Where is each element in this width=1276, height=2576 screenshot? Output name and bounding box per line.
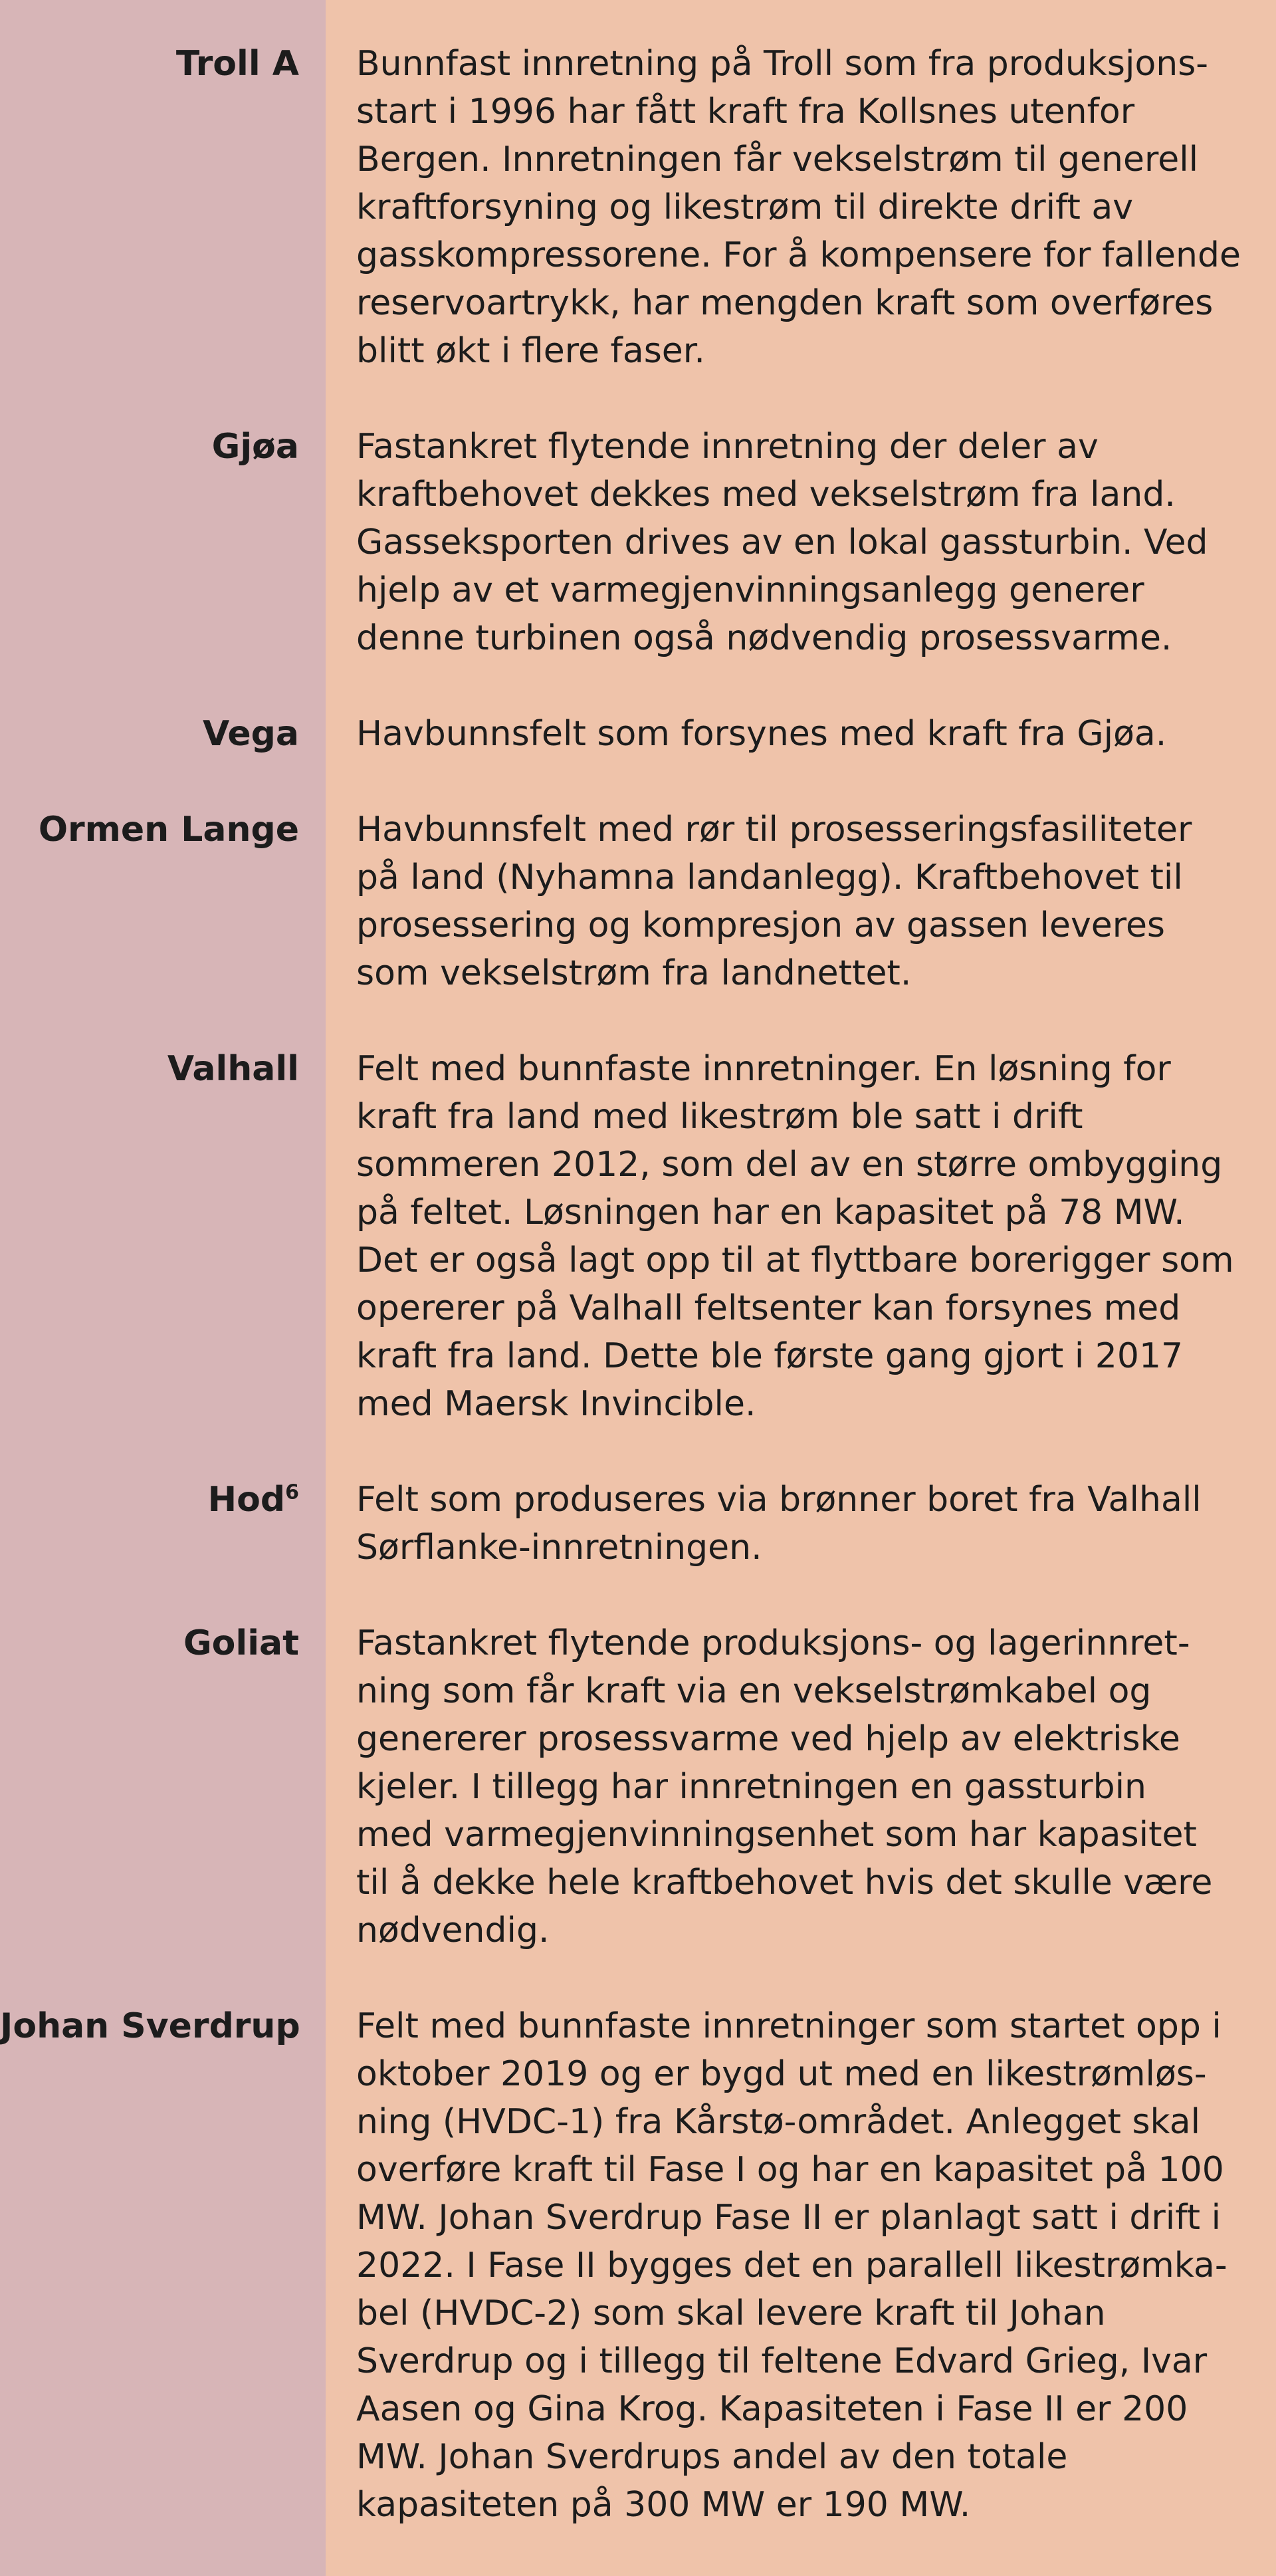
field-entry bbox=[0, 423, 1276, 662]
field-name-text: Valhall bbox=[167, 1049, 299, 1089]
description-line: kraftbehovet dekkes med vekselstrøm fra land. bbox=[356, 475, 1176, 515]
description-line: start i 1996 har fått kraft fra Kollsnes utenfor bbox=[356, 92, 1135, 132]
field-entry bbox=[0, 40, 1276, 375]
description-line: gasskompressorene. For å kompensere for fallende bbox=[356, 235, 1241, 275]
field-description bbox=[356, 710, 1247, 758]
description-line: genererer prosessvarme ved hjelp av elektriske bbox=[356, 1719, 1180, 1759]
description-line: sommeren 2012, som del av en større ombygging bbox=[356, 1145, 1223, 1185]
description-line: kjeler. I tillegg har innretningen en gassturbin bbox=[356, 1767, 1147, 1807]
description-line: hjelp av et varmegjenvinningsanlegg generer bbox=[356, 570, 1144, 610]
description-line: Det er også lagt opp til at flyttbare borerigger som bbox=[356, 1240, 1234, 1280]
field-description bbox=[356, 1619, 1247, 1954]
description-line: kapasiteten på 300 MW er 190 MW. bbox=[356, 2485, 971, 2525]
field-name-text: Vega bbox=[203, 714, 299, 754]
description-line: 2022. I Fase II bygges det en parallell likestrømka- bbox=[356, 2246, 1227, 2285]
description-line: MW. Johan Sverdrups andel av den totale bbox=[356, 2437, 1068, 2477]
description-line: Felt med bunnfaste innretninger. En løsning for bbox=[356, 1049, 1171, 1089]
field-name-text: Gjøa bbox=[211, 427, 299, 467]
field-description bbox=[356, 1045, 1247, 1428]
field-name bbox=[0, 710, 299, 758]
field-name-text: Ormen Lange bbox=[38, 810, 299, 850]
field-entry bbox=[0, 1045, 1276, 1428]
field-name-text: Johan Sverdrup bbox=[0, 2006, 300, 2046]
description-line: ning som får kraft via en vekselstrømkabel og bbox=[356, 1671, 1152, 1711]
description-line: ning (HVDC-1) fra Kårstø-området. Anlegget skal bbox=[356, 2102, 1201, 2142]
description-line: Felt med bunnfaste innretninger som startet opp i bbox=[356, 2006, 1222, 2046]
description-line: på feltet. Løsningen har en kapasitet på 78 MW. bbox=[356, 1193, 1185, 1232]
description-line: kraft fra land med likestrøm ble satt i drift bbox=[356, 1097, 1083, 1137]
description-line: blitt økt i flere faser. bbox=[356, 331, 705, 371]
field-name bbox=[0, 2002, 299, 2050]
field-name bbox=[0, 1476, 299, 1524]
field-description bbox=[356, 423, 1247, 662]
description-line: kraft fra land. Dette ble første gang gjort i 2017 bbox=[356, 1336, 1184, 1376]
description-line: prosessering og kompresjon av gassen leveres bbox=[356, 905, 1166, 945]
field-description bbox=[356, 40, 1247, 375]
description-line: reservoartrykk, har mengden kraft som overføres bbox=[356, 283, 1214, 323]
description-line: nødvendig. bbox=[356, 1911, 550, 1950]
field-entry bbox=[0, 1476, 1276, 1572]
description-line: Gasseksporten drives av en lokal gassturbin. Ved bbox=[356, 523, 1208, 562]
description-line: som vekselstrøm fra landnettet. bbox=[356, 953, 912, 993]
field-name-text: Hod bbox=[207, 1480, 286, 1520]
field-description bbox=[356, 1476, 1247, 1572]
description-line: denne turbinen også nødvendig prosessvarme. bbox=[356, 618, 1172, 658]
description-line: opererer på Valhall feltsenter kan forsynes med bbox=[356, 1288, 1181, 1328]
field-name-text: Troll A bbox=[175, 44, 299, 84]
field-entry bbox=[0, 1619, 1276, 1954]
field-rows bbox=[0, 40, 1276, 2529]
field-name bbox=[0, 423, 299, 471]
description-line: med varmegjenvinningsenhet som har kapasitet bbox=[356, 1815, 1197, 1855]
description-line: MW. Johan Sverdrup Fase II er planlagt satt i drift i bbox=[356, 2198, 1222, 2238]
field-name bbox=[0, 40, 299, 88]
description-line: Fastankret flytende innretning der deler av bbox=[356, 427, 1099, 467]
field-entry bbox=[0, 2002, 1276, 2529]
description-line: overføre kraft til Fase I og har en kapasitet på 100 bbox=[356, 2150, 1224, 2190]
field-name bbox=[0, 806, 299, 854]
description-line: Felt som produseres via brønner boret fra Valhall bbox=[356, 1480, 1202, 1520]
field-name-text: Goliat bbox=[183, 1623, 299, 1663]
description-line: til å dekke hele kraftbehovet hvis det skulle være bbox=[356, 1863, 1213, 1903]
description-line: Bergen. Innretningen får vekselstrøm til generell bbox=[356, 140, 1199, 179]
description-line: Sørflanke-innretningen. bbox=[356, 1528, 762, 1568]
field-name bbox=[0, 1045, 299, 1093]
field-entry bbox=[0, 806, 1276, 997]
description-line: oktober 2019 og er bygd ut med en likestrømløs- bbox=[356, 2054, 1207, 2094]
field-description bbox=[356, 2002, 1247, 2529]
description-line: Bunnfast innretning på Troll som fra produksjons- bbox=[356, 44, 1209, 84]
description-line: Havbunnsfelt som forsynes med kraft fra Gjøa. bbox=[356, 714, 1167, 754]
description-line: med Maersk Invincible. bbox=[356, 1384, 756, 1424]
field-description bbox=[356, 806, 1247, 997]
field-name bbox=[0, 1619, 299, 1667]
footnote-marker: 6 bbox=[285, 1480, 299, 1504]
description-line: Havbunnsfelt med rør til prosesseringsfasiliteter bbox=[356, 810, 1192, 850]
description-line: bel (HVDC-2) som skal levere kraft til Johan bbox=[356, 2293, 1106, 2333]
description-line: Sverdrup og i tillegg til feltene Edvard Grieg, Ivar bbox=[356, 2341, 1208, 2381]
description-line: kraftforsyning og likestrøm til direkte drift av bbox=[356, 187, 1134, 227]
description-line: Aasen og Gina Krog. Kapasiteten i Fase II er 200 bbox=[356, 2389, 1188, 2429]
field-entry bbox=[0, 710, 1276, 758]
description-line: Fastankret flytende produksjons- og lagerinnret- bbox=[356, 1623, 1190, 1663]
description-line: på land (Nyhamna landanlegg). Kraftbehovet til bbox=[356, 858, 1183, 897]
